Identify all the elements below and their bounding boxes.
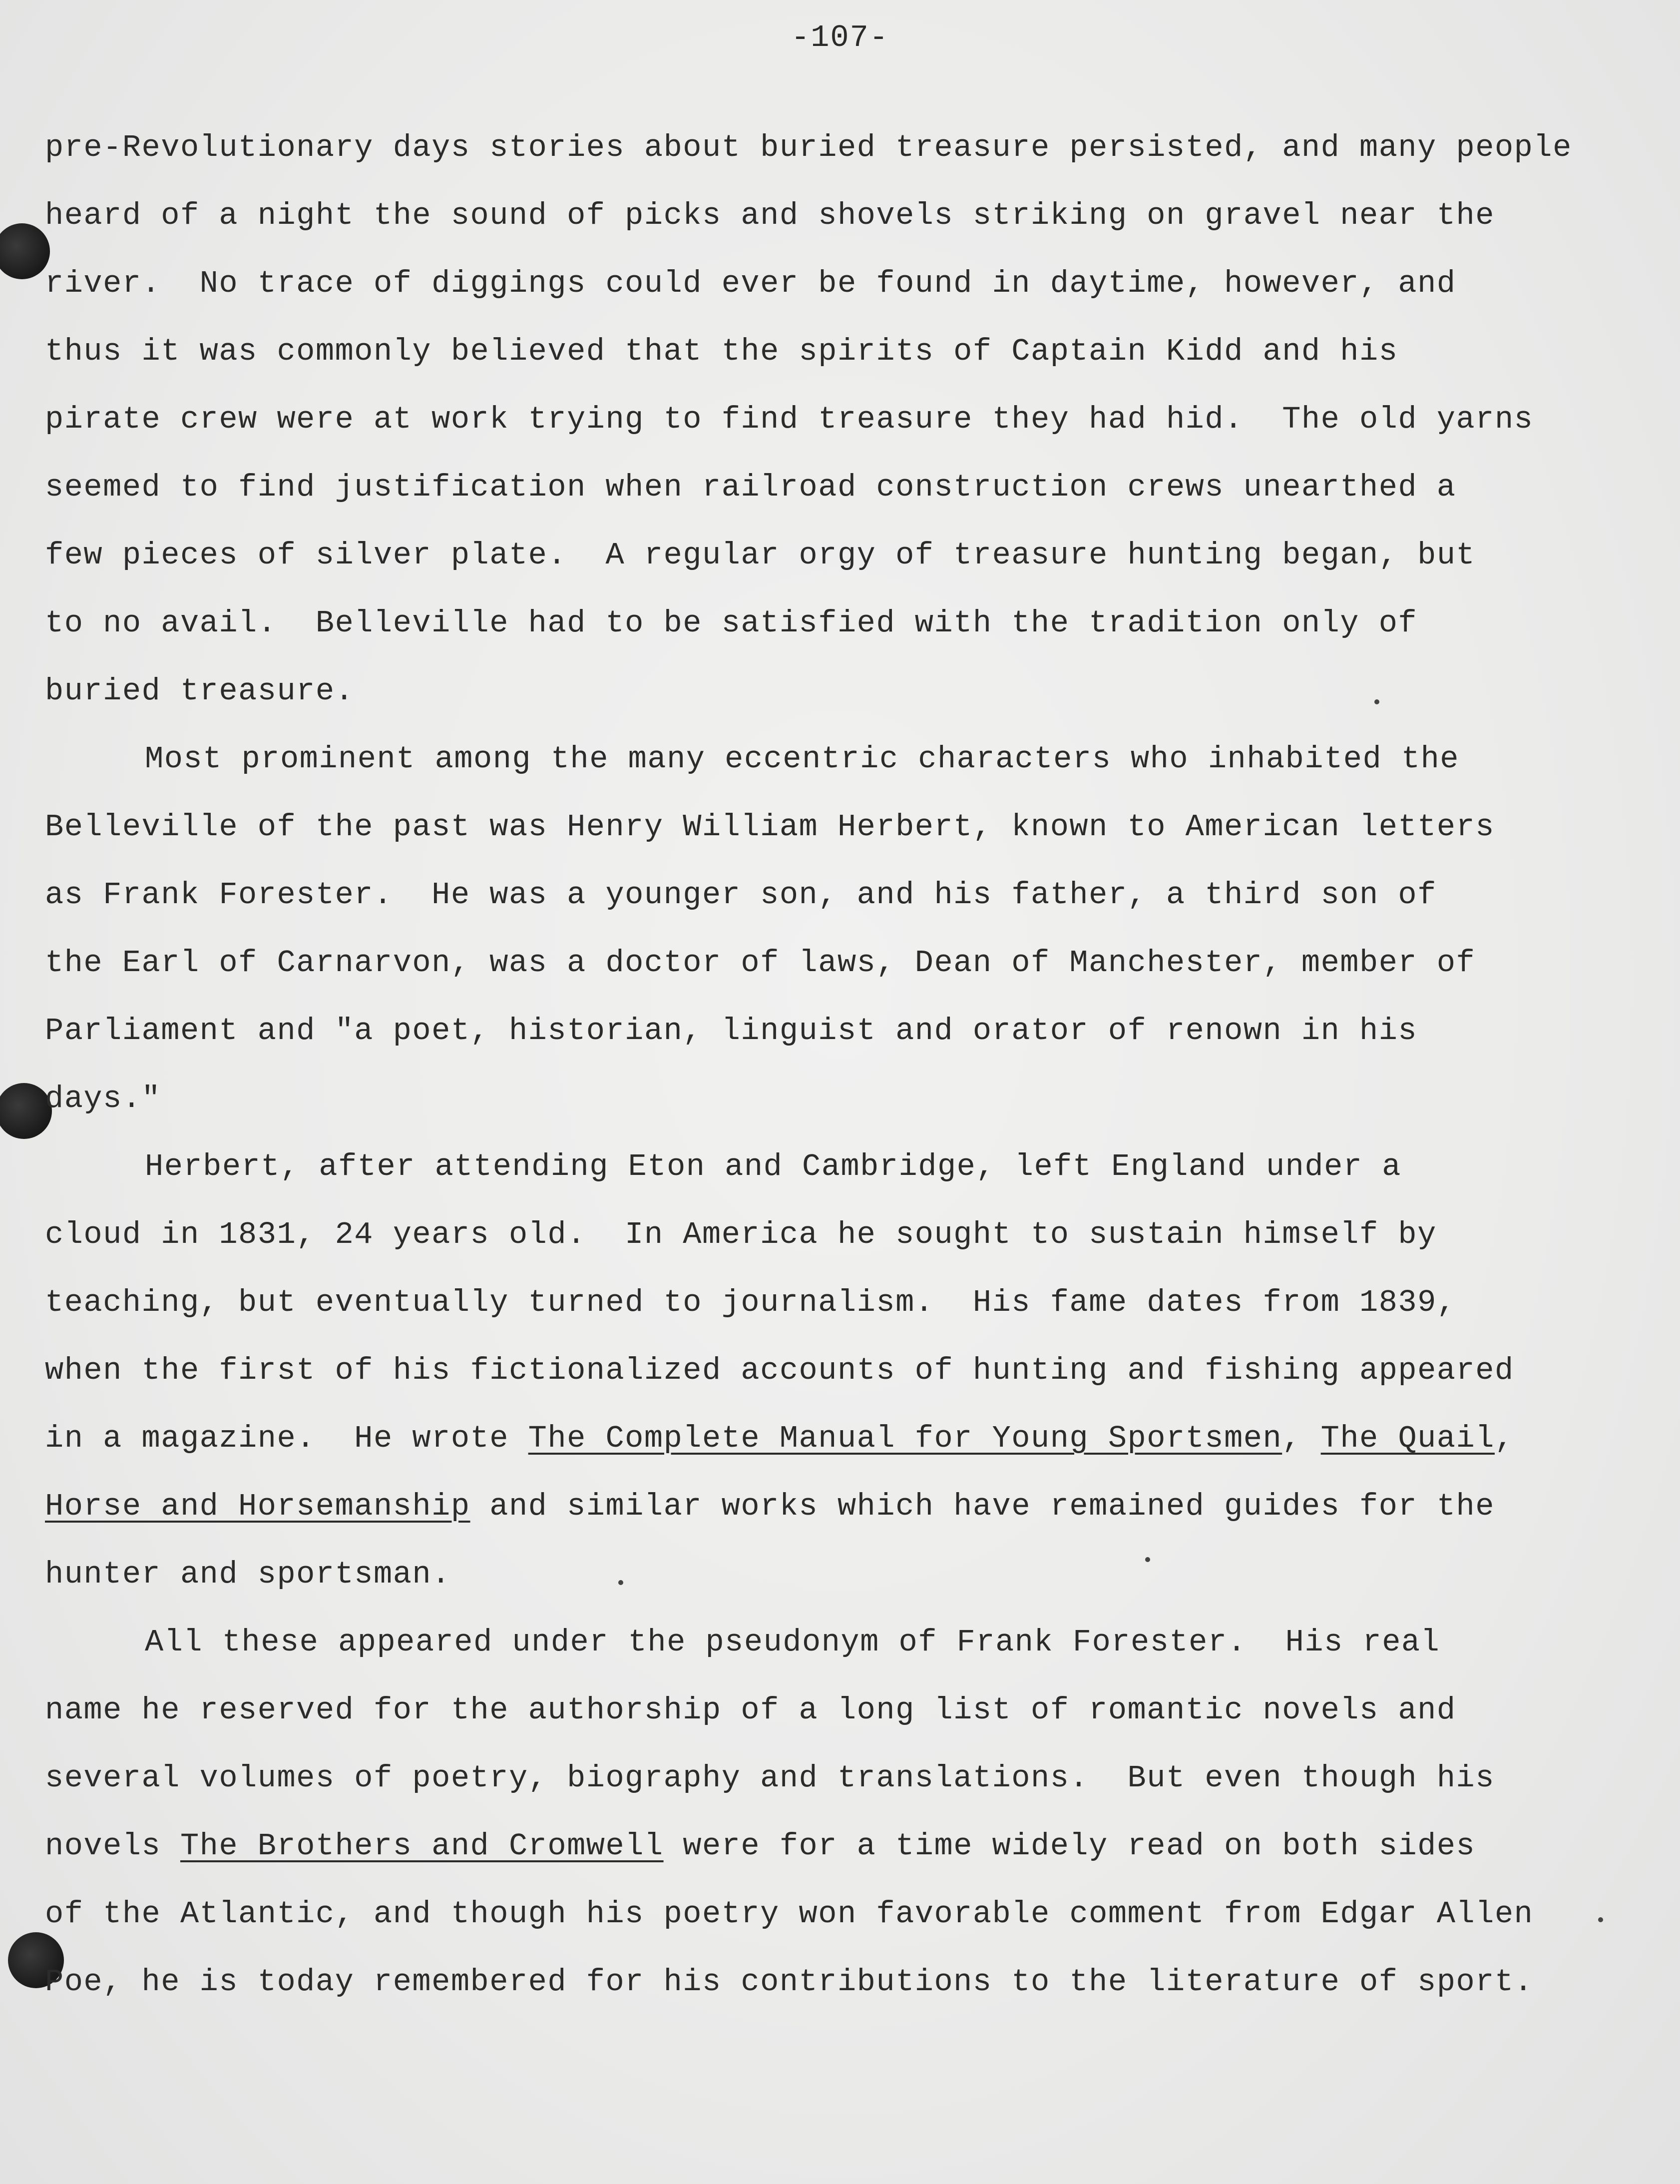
text-line: Parliament and "a poet, historian, linguist and orator of renown in his [45,1013,1418,1049]
text-run: , [1282,1421,1321,1456]
text-line: the Earl of Carnarvon, was a doctor of laws, Dean of Manchester, member of [45,945,1476,981]
text-line: days." [45,1081,161,1116]
text-line: of the Atlantic, and though his poetry won favorable comment from Edgar Allen [45,1896,1534,1932]
text-line: hunter and sportsman. [45,1557,451,1592]
text-line: few pieces of silver plate. A regular orgy of treasure hunting began, but [45,538,1476,573]
text-line: teaching, but eventually turned to journalism. His fame dates from 1839, [45,1285,1456,1320]
text-run: were for a time widely read on both sides [663,1828,1476,1864]
text-line: as Frank Forester. He was a younger son, and his father, a third son of [45,877,1437,913]
text-run: and similar works which have remained guides for the [470,1489,1495,1524]
text-line: buried treasure. [45,673,355,709]
text-line: to no avail. Belleville had to be satisfied with the tradition only of [45,605,1418,641]
text-line: Poe, he is today remembered for his contributions to the literature of sport. [45,1964,1534,2000]
body-text [45,114,1678,2016]
text-line: pre-Revolutionary days stories about buried treasure persisted, and many people [45,130,1572,165]
text-run: , [1494,1421,1514,1456]
book-title: The Complete Manual for Young Sportsmen [528,1421,1282,1456]
text-line: cloud in 1831, 24 years old. In America he sought to sustain himself by [45,1217,1437,1252]
text-line [45,1405,1678,1473]
punch-hole [0,223,50,279]
book-title: The Brothers and Cromwell [180,1828,664,1864]
text-line: Herbert, after attending Eton and Cambridge, left England under a [145,1149,1401,1184]
text-line: All these appeared under the pseudonym of Frank Forester. His real [145,1625,1440,1660]
text-line: pirate crew were at work trying to find treasure they had hid. The old yarns [45,402,1534,437]
text-run: in a magazine. He wrote [45,1421,528,1456]
text-line: Belleville of the past was Henry William Herbert, known to American letters [45,809,1495,845]
text-line: when the first of his fictionalized accounts of hunting and fishing appeared [45,1353,1514,1388]
book-title: The Quail [1320,1421,1495,1456]
text-line: several volumes of poetry, biography and translations. But even though his [45,1760,1495,1796]
book-title: Horse and Horsemanship [45,1489,470,1524]
page-number: -107- [791,20,889,55]
text-run: novels [45,1828,180,1864]
text-line: river. No trace of diggings could ever be found in daytime, however, and [45,266,1456,301]
text-line: seemed to find justification when railroad construction crews unearthed a [45,470,1456,505]
text-line: name he reserved for the authorship of a long list of romantic novels and [45,1692,1456,1728]
text-line: heard of a night the sound of picks and shovels striking on gravel near the [45,198,1495,233]
text-line: Most prominent among the many eccentric characters who inhabited the [145,741,1460,777]
text-line: thus it was commonly believed that the spirits of Captain Kidd and his [45,334,1398,369]
text-line [45,1812,1678,1880]
text-line [45,1473,1678,1541]
punch-hole [0,1083,52,1139]
